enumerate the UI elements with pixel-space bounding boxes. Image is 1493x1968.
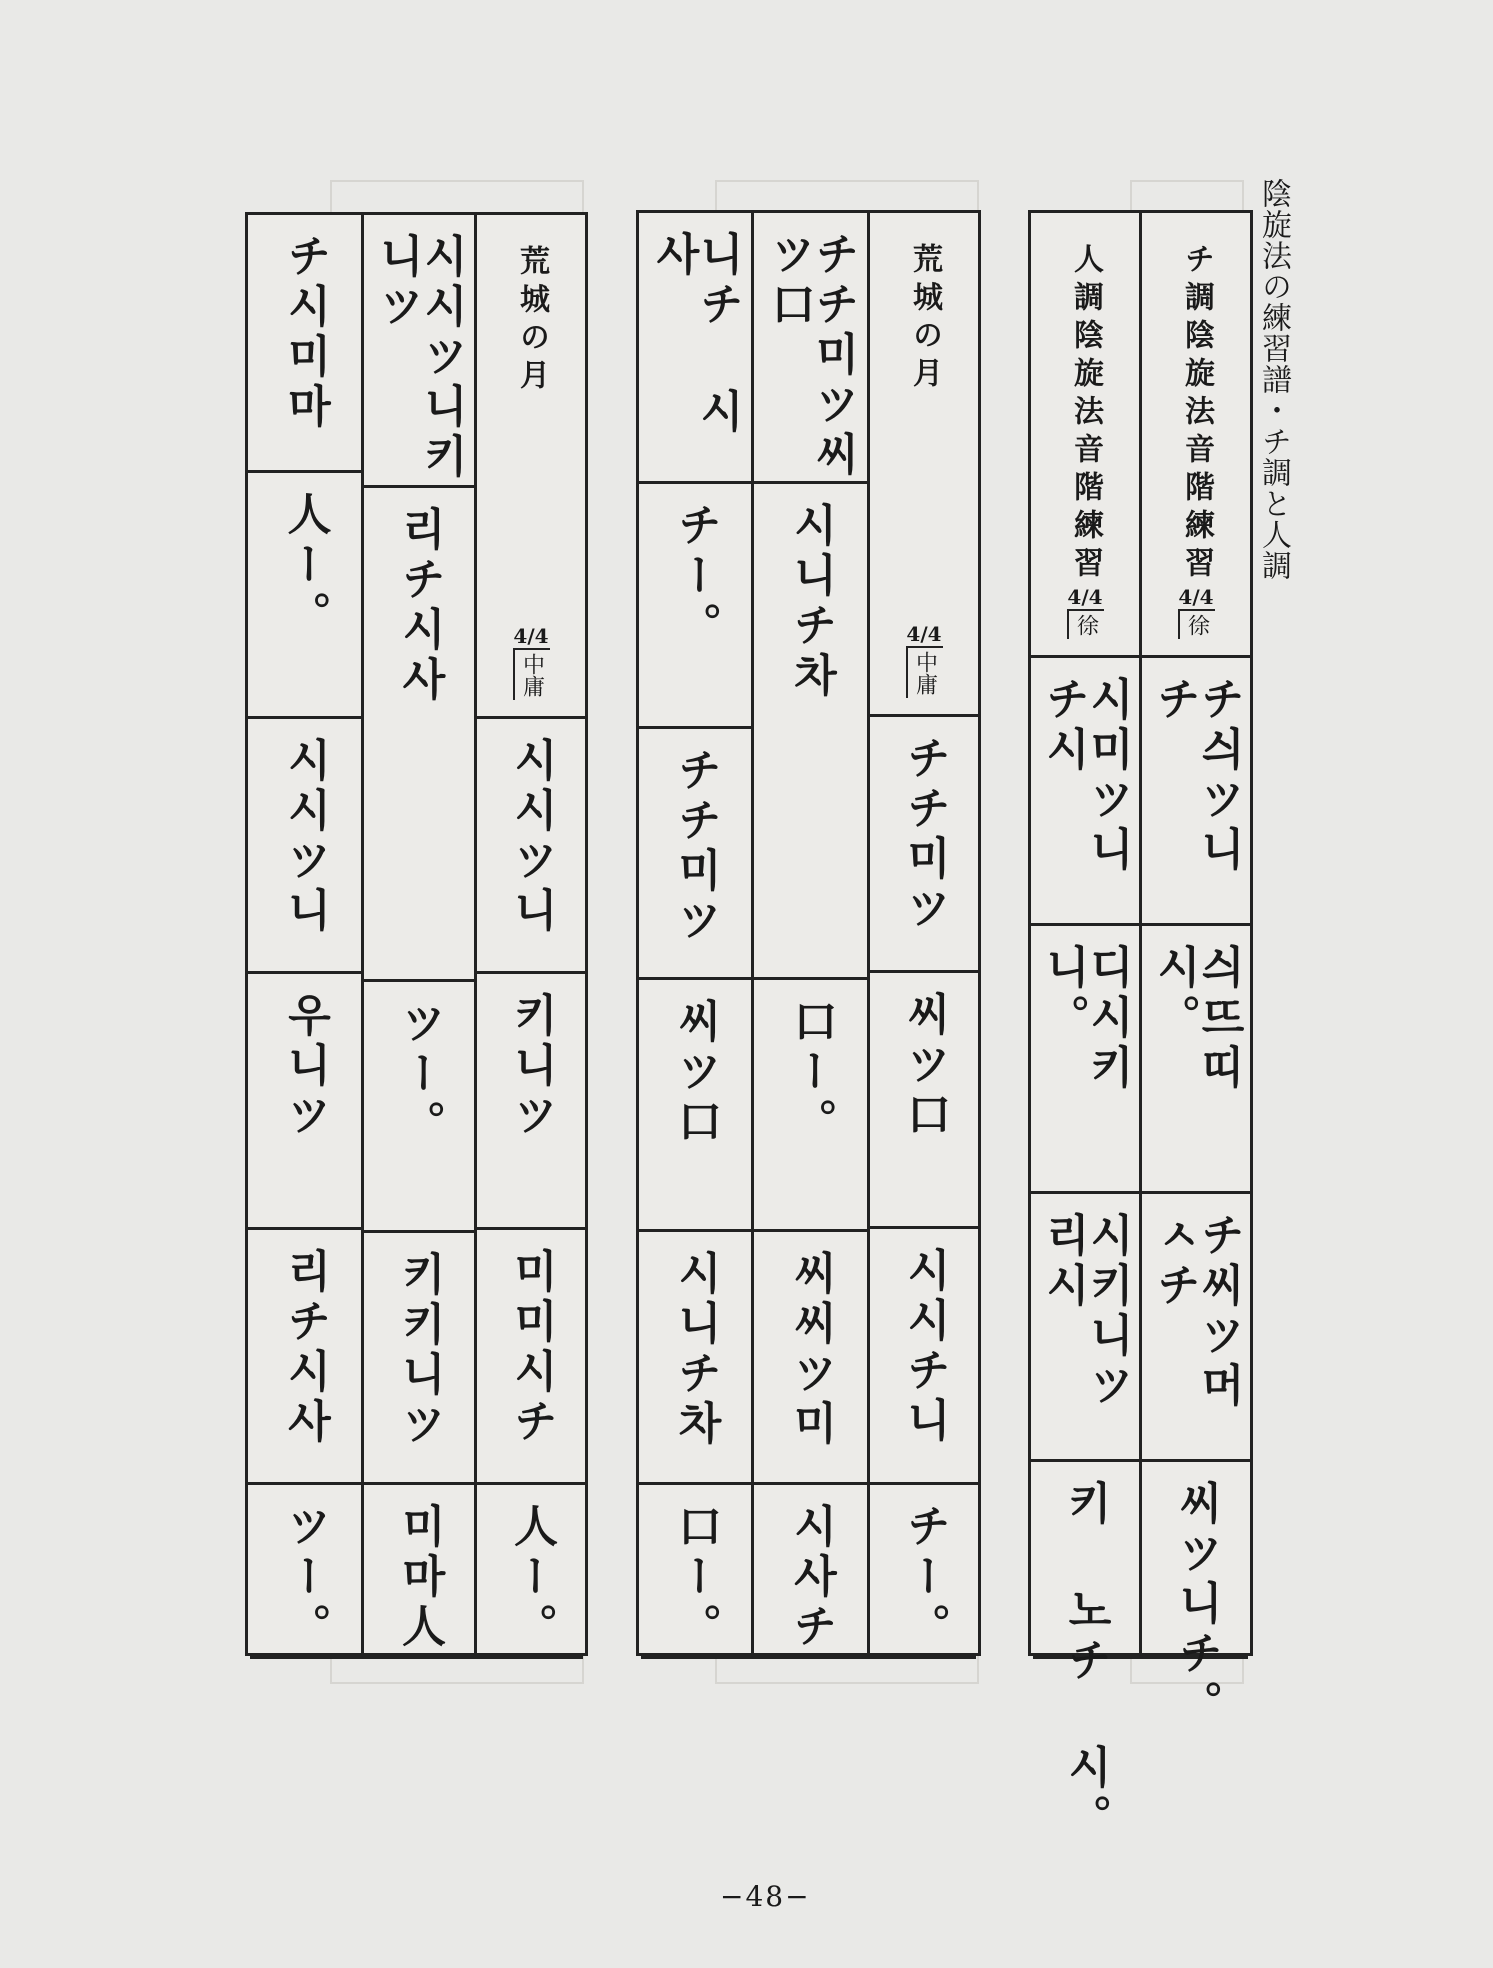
- measure: チチ미ツ: [870, 714, 978, 970]
- measure: 씨ツ口: [639, 977, 751, 1230]
- row-title: 荒城の月: [907, 243, 942, 395]
- measure: チ씨ツ머ㅅチ: [1142, 1191, 1250, 1459]
- measure: 리チ시사: [248, 1227, 361, 1482]
- score-row-2: [1031, 213, 1139, 1844]
- measure: 디시키 니。: [1031, 923, 1139, 1191]
- measure: 人ー。: [477, 1482, 585, 1653]
- score-top-group: [1028, 210, 1253, 1844]
- measure: チ싀ツ니チ: [1142, 655, 1250, 923]
- score-row-3: [248, 215, 361, 1653]
- measure: 미마人: [364, 1482, 474, 1653]
- measure: 씨ツ니チ。: [1142, 1459, 1250, 1730]
- tempo-mark: 徐: [1178, 609, 1215, 639]
- measure: 시니チ차: [639, 1229, 751, 1482]
- measure: 人ー。: [248, 470, 361, 716]
- measure: チ시미마: [279, 233, 331, 433]
- measure: 씨ツ口: [870, 970, 978, 1226]
- measure: 시사チ: [754, 1482, 867, 1653]
- score-middle-group: [636, 210, 981, 1656]
- measure: ツー。: [248, 1482, 361, 1653]
- measure: 시시ツ니: [477, 716, 585, 971]
- measure: チチ미ツ씨ツ口: [763, 231, 859, 481]
- row-header: [1031, 213, 1139, 655]
- measure: 口ー。: [639, 1482, 751, 1653]
- score-row-1: [1139, 213, 1250, 1730]
- time-signature: 4/4: [906, 621, 942, 646]
- measure: 시시チ니: [870, 1226, 978, 1482]
- page-number: −48−: [720, 1880, 811, 1913]
- measure: 니チ 시사: [648, 231, 743, 438]
- row-header: [870, 213, 978, 714]
- time-signature: 4/4: [513, 623, 549, 648]
- measure: チチ미ツ: [639, 726, 751, 977]
- score-row-2: [361, 215, 474, 1653]
- score-left-group: [245, 212, 588, 1656]
- tempo-mark: 中庸: [513, 648, 550, 700]
- measure: 씨씨ツ미: [754, 1229, 867, 1482]
- page-heading: 陰旋法の練習譜・チ調と人調: [1256, 178, 1291, 581]
- measure: 싀뜨띠 시。: [1142, 923, 1250, 1191]
- row-header: [1142, 213, 1250, 655]
- measure: 키키니ツ: [364, 1230, 474, 1482]
- measure: 미미시チ: [477, 1227, 585, 1482]
- measure: 리チ시사: [364, 485, 474, 979]
- row-header: [477, 215, 585, 716]
- measure: 시미ツ니チ시: [1031, 655, 1139, 923]
- measure: 키 노チ 시。: [1031, 1459, 1139, 1844]
- tempo-mark: 中庸: [906, 646, 943, 698]
- score-row-1: [474, 215, 585, 1653]
- score-row-1: [867, 213, 978, 1653]
- row-title: 荒城の月: [514, 245, 549, 397]
- score-row-3: [639, 213, 751, 1653]
- measure: ツー。: [364, 979, 474, 1231]
- measure: 시시ツ니키니ツ: [372, 233, 467, 483]
- tempo-mark: 徐: [1067, 609, 1104, 639]
- measure: 시시ツ니: [248, 716, 361, 971]
- measure: 口ー。: [754, 977, 867, 1230]
- measure: 시니チ차: [754, 481, 867, 977]
- measure: チー。: [639, 481, 751, 726]
- measure: 우니ツ: [248, 971, 361, 1226]
- time-signature: 4/4: [1067, 585, 1103, 609]
- measure: チー。: [870, 1482, 978, 1653]
- measure: 시키니ツ리시: [1031, 1191, 1139, 1459]
- row-title: チ調陰旋法音階練習: [1179, 243, 1214, 585]
- measure: 키니ツ: [477, 971, 585, 1226]
- time-signature: 4/4: [1178, 585, 1214, 609]
- score-row-2: [751, 213, 867, 1653]
- row-title: 人調陰旋法音階練習: [1068, 243, 1103, 585]
